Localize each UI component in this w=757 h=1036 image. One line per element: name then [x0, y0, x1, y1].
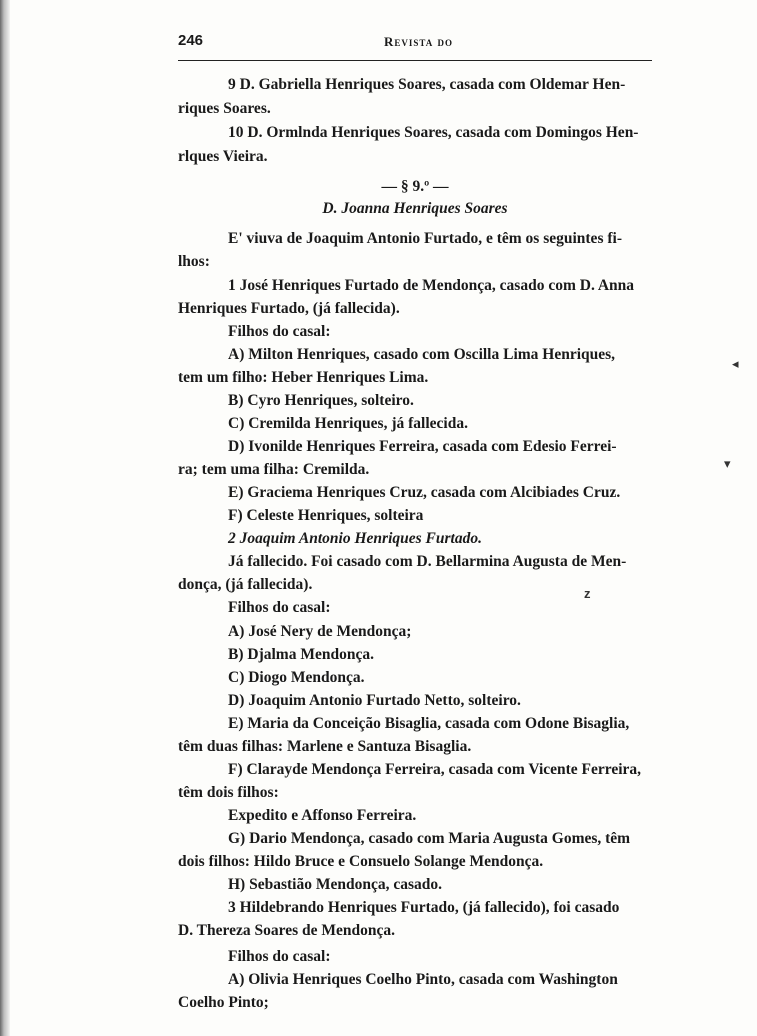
text-line: A) Olivia Henriques Coelho Pinto, casada com Washington	[228, 971, 618, 988]
text-line: 1 José Henriques Furtado de Mendonça, casado com D. Anna	[228, 277, 635, 294]
text-line: Filhos do casal:	[228, 948, 331, 965]
text-line: Filhos do casal:	[228, 599, 331, 616]
text-line: Coelho Pinto;	[178, 994, 269, 1011]
section-subheading: D. Joanna Henriques Soares	[322, 200, 508, 217]
text-line: Henriques Furtado, (já fallecida).	[178, 300, 400, 317]
text-line: 3 Hildebrando Henriques Furtado, (já fallecido), foi casado	[228, 899, 620, 916]
text-line: F) Celeste Henriques, solteira	[228, 507, 424, 524]
text-line: C) Cremilda Henriques, já fallecida.	[228, 415, 468, 432]
text-line: Expedito e Affonso Ferreira.	[228, 807, 417, 824]
text-line: Já fallecido. Foi casado com D. Bellarmina Augusta de Men-	[228, 553, 627, 570]
ink-speck: ▾	[724, 456, 731, 471]
page-number: 246	[178, 32, 204, 49]
header-rule	[178, 60, 652, 61]
text-line: D) Joaquim Antonio Furtado Netto, solteiro.	[228, 692, 521, 709]
text-line: têm dois filhos:	[178, 784, 279, 801]
text-line: riques Soares.	[178, 100, 271, 117]
text-line: F) Clarayde Mendonça Ferreira, casada com Vicente Ferreira,	[228, 761, 642, 778]
text-line: tem um filho: Heber Henriques Lima.	[178, 369, 429, 386]
text-line: ra; tem uma filha: Cremilda.	[178, 461, 370, 478]
text-line: 9 D. Gabriella Henriques Soares, casada com Oldemar Hen-	[228, 76, 626, 93]
stray-letter-mark: z	[584, 586, 591, 601]
text-line: donça, (já fallecida).	[178, 576, 313, 593]
text-line: C) Diogo Mendonça.	[228, 669, 365, 686]
text-line: têm duas filhas: Marlene e Santuza Bisaglia.	[178, 738, 472, 755]
text-line: 2 Joaquim Antonio Henriques Furtado.	[228, 530, 482, 547]
text-line: 10 D. Ormlnda Henriques Soares, casada com Domingos Hen-	[228, 124, 639, 141]
text-line: D. Thereza Soares de Mendonça.	[178, 922, 395, 939]
text-line: B) Cyro Henriques, solteiro.	[228, 392, 414, 409]
text-line: B) Djalma Mendonça.	[228, 646, 374, 663]
ink-speck: ◂	[732, 356, 739, 371]
text-line: A) José Nery de Mendonça;	[228, 623, 412, 640]
text-line: E) Graciema Henriques Cruz, casada com Alcibiades Cruz.	[228, 484, 621, 501]
text-line: D) Ivonilde Henriques Ferreira, casada com Edesio Ferrei-	[228, 438, 617, 455]
text-line: rlques Vieira.	[178, 148, 268, 165]
text-line: E' viuva de Joaquim Antonio Furtado, e têm os seguintes fi-	[228, 230, 622, 247]
text-line: dois filhos: Hildo Bruce e Consuelo Solange Mendonça.	[178, 853, 544, 870]
text-line: Filhos do casal:	[228, 323, 331, 340]
section-heading: — § 9.º —	[381, 178, 449, 195]
text-line: lhos:	[178, 253, 210, 270]
text-line: G) Dario Mendonça, casado com Maria Augusta Gomes, têm	[228, 830, 631, 847]
text-line: A) Milton Henriques, casado com Oscilla Lima Henriques,	[228, 346, 616, 363]
running-head: Revista do	[384, 34, 453, 49]
text-line: E) Maria da Conceição Bisaglia, casada com Odone Bisaglia,	[228, 715, 630, 732]
page-edge-shadow	[0, 0, 10, 1036]
page-header	[178, 32, 652, 54]
text-line: H) Sebastião Mendonça, casado.	[228, 876, 442, 893]
